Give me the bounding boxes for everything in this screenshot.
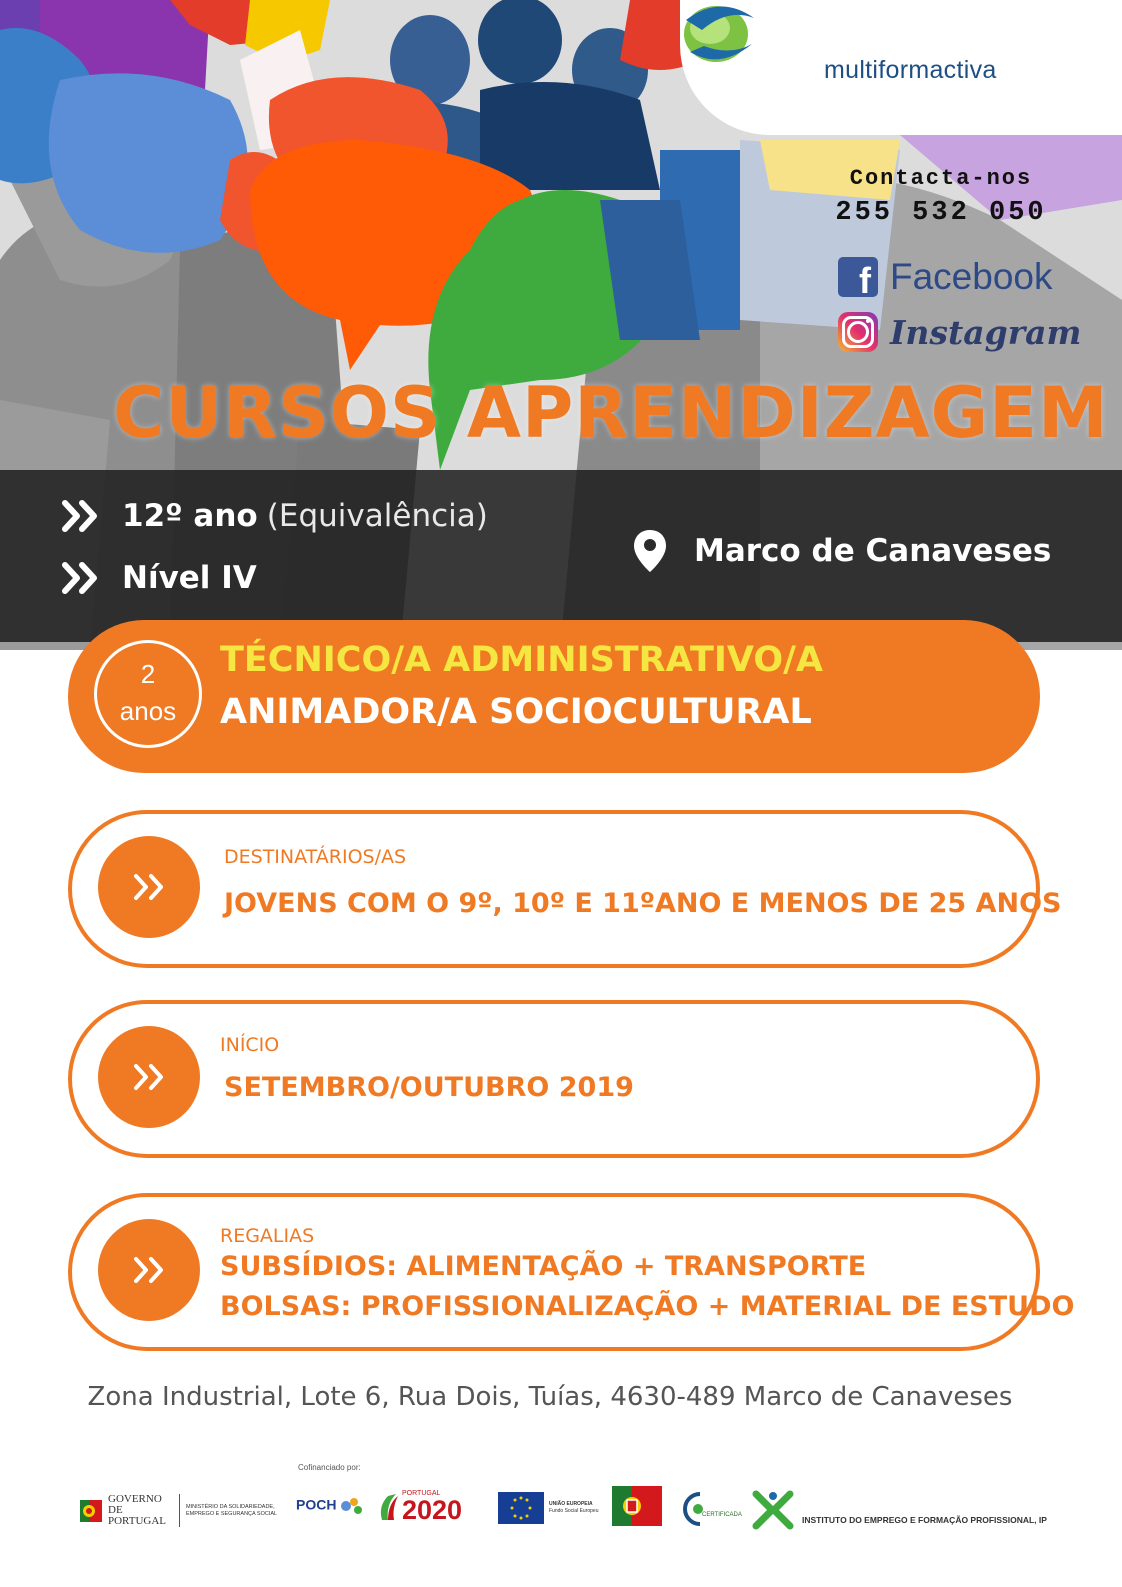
eu-fund: Fundo Social Europeu: [549, 1508, 599, 1514]
poch-logo: [296, 1496, 364, 1516]
portugal-small-text: PORTUGAL: [402, 1490, 441, 1497]
band-row-year: [62, 498, 488, 534]
certified-text: CERTIFICADA: [702, 1512, 742, 1518]
card-value: SETEMBRO/OUTUBRO 2019: [224, 1072, 634, 1103]
card-value: JOVENS COM O 9º, 10º E 11ºANO E MENOS DE 25 ANOS: [224, 888, 1062, 919]
duration-badge: [94, 640, 202, 748]
double-chevron-icon: [98, 836, 200, 938]
eu-text: [549, 1501, 598, 1515]
poch-mark-icon: [340, 1496, 364, 1516]
card-value: BOLSAS: PROFISSIONALIZAÇÃO + MATERIAL DE ESTUDO: [220, 1291, 1075, 1322]
eu-logo: [498, 1492, 598, 1524]
iefp-text: INSTITUTO DO EMPREGO E FORMAÇÃO PROFISSIONAL, IP: [802, 1515, 1047, 1525]
facebook-link[interactable]: [838, 256, 1053, 301]
certified-logo: [680, 1490, 740, 1528]
instagram-link[interactable]: [838, 312, 1081, 352]
info-card-benefits: [68, 1193, 1075, 1351]
instagram-label: Instagram: [890, 312, 1082, 352]
double-chevron-icon: [62, 499, 102, 533]
info-card-start: [68, 1000, 1040, 1158]
address: Zona Industrial, Lote 6, Rua Dois, Tuías, 4630-489 Marco de Canaveses: [87, 1382, 1013, 1412]
contact-label: Contacta-nos: [849, 166, 1033, 191]
card-label: REGALIAS: [220, 1225, 315, 1247]
course-name-2: ANIMADOR/A SOCIOCULTURAL: [220, 692, 812, 732]
card-label: DESTINATÁRIOS/AS: [224, 846, 407, 868]
portugal-2020-logo: [378, 1490, 462, 1524]
card-value: SUBSÍDIOS: ALIMENTAÇÃO + TRANSPORTE: [220, 1251, 867, 1282]
map-pin-icon: [632, 528, 668, 574]
duration-unit: anos: [119, 696, 177, 726]
eu-name: UNIÃO EUROPEIA: [549, 1501, 593, 1507]
info-card-recipients: [68, 810, 1062, 968]
iefp-mark-icon: [752, 1490, 794, 1530]
band-row-level: [62, 560, 257, 596]
instagram-icon: [838, 312, 878, 352]
card-label: INÍCIO: [220, 1034, 280, 1056]
contact-phone[interactable]: 255 532 050: [835, 198, 1047, 228]
facebook-label: Facebook: [890, 256, 1053, 297]
page-title: CURSOS APRENDIZAGEM: [113, 372, 1109, 454]
location-text: Marco de Canaveses: [694, 533, 1052, 569]
course-banner: [68, 620, 1040, 773]
gov-portugal-logo: [80, 1494, 298, 1527]
iefp-logo: [752, 1490, 1047, 1530]
duration-number: 2: [140, 659, 156, 689]
year-note: (Equivalência): [266, 498, 488, 534]
cofinanced-label: Cofinanciado por:: [298, 1463, 361, 1472]
ministry-text: MINISTÉRIO DA SOLIDARIEDADE, EMPREGO E SEGURANÇA SOCIAL: [186, 1503, 278, 1517]
gov-text: GOVERNO DE PORTUGAL: [108, 1494, 180, 1527]
portugal-2020-text: 2020: [402, 1495, 463, 1525]
multiformactiva-logo-mark: [680, 0, 758, 66]
poch-text: POCH: [296, 1496, 337, 1513]
brand-name: multiformactiva: [824, 56, 997, 84]
portugal-emblem-icon: [80, 1500, 102, 1522]
portugal-2020-mark-icon: [378, 1492, 400, 1522]
course-name-1: TÉCNICO/A ADMINISTRATIVO/A: [220, 640, 823, 680]
logo-card: [680, 0, 1122, 135]
facebook-icon: f: [838, 257, 878, 297]
double-chevron-icon: [98, 1219, 200, 1321]
portugal-flag-icon: [612, 1486, 662, 1526]
eu-flag-icon: [498, 1492, 544, 1524]
certified-mark-icon: [680, 1490, 712, 1528]
double-chevron-icon: [98, 1026, 200, 1128]
double-chevron-icon: [62, 561, 102, 595]
year-label: 12º ano: [122, 498, 258, 534]
level-label: Nível IV: [122, 560, 257, 596]
location: [632, 528, 1051, 574]
